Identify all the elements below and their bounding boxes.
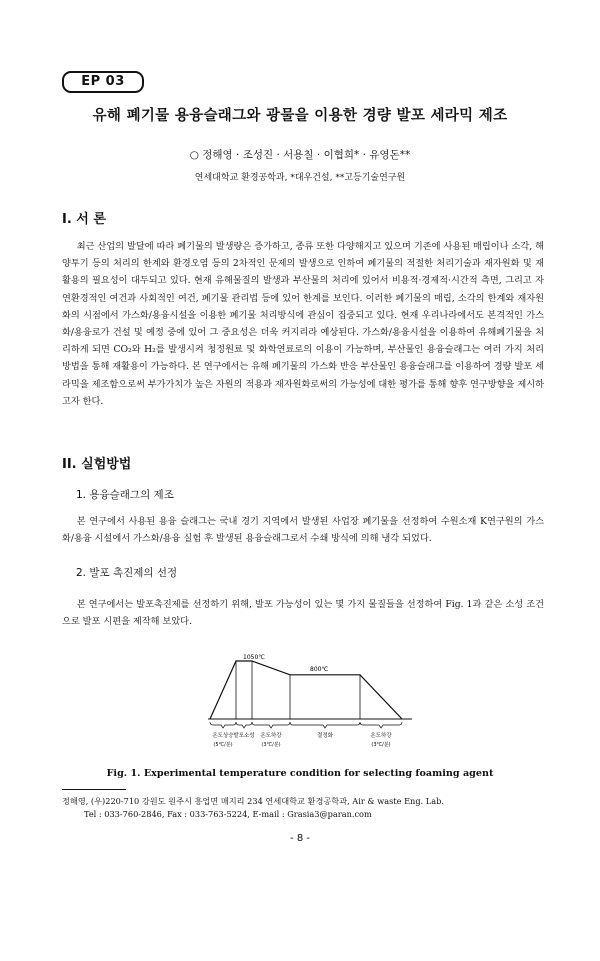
stage-brace (360, 722, 402, 728)
stage-rate-label: (5℃/분) (213, 742, 233, 748)
stage-label: 온도상승 (212, 733, 234, 739)
intro-heading: I. 서 론 (62, 212, 106, 227)
peak-temp-label: 1050℃ (243, 654, 266, 661)
stage-label: 결정화 (317, 733, 333, 739)
footnote-rule (62, 789, 126, 790)
stage-label: 온도하강 (370, 733, 392, 739)
figure-caption: Fig. 1. Experimental temperature condition for selecting foaming agent (106, 768, 494, 779)
intro-paragraph (62, 238, 544, 410)
stage-brace (236, 722, 252, 728)
plateau-temp-label: 800℃ (310, 666, 329, 673)
method-heading: II. 실험방법 (62, 457, 132, 472)
stage-rate-label: (3℃/분) (371, 742, 391, 748)
stage-label: 온도하강 (260, 733, 282, 739)
paper-title: 유해 폐기물 용융슬래그와 광물을 이용한 경량 발포 세라믹 제조 (92, 108, 508, 124)
footnote (62, 795, 562, 821)
temperature-profile-figure (190, 645, 420, 755)
affiliation: 연세대학교 환경공학과, *대우건설, **고등기술연구원 (194, 173, 406, 183)
temperature-drop-lines (236, 661, 360, 719)
page-number: - 8 - (290, 833, 310, 844)
subsection-1-paragraph (62, 513, 544, 547)
stage-brace (290, 722, 360, 728)
footnote-contact: Tel : 033-760-2846, Fax : 033-763-5224, E-mail : Grasia3@paran.com (84, 809, 372, 819)
stage-rate-label: (3℃/분) (261, 742, 281, 748)
stage-label: 발포소성 (233, 733, 255, 739)
subsection-1-heading: 1. 용융슬래그의 제조 (76, 489, 174, 501)
subsection-1-text: 본 연구에서 사용된 용융 슬래그는 국내 경기 지역에서 발생된 사업장 폐기물을 선정하여 수원소재 K연구원의 가스화/용융 시설에서 가스화/용융 실험 후 발생된 용융슬래그로서 수쇄 방식에 의해 냉각 되었다. (62, 516, 544, 545)
intro-text: 최근 산업의 발달에 따라 폐기물의 발생량은 증가하고, 종류 또한 다양해지고 있으며 기존에 사용된 매립이나 소각, 해양투기 등의 처리의 한계와 환경오염 등의 2차적인 문제의 발생으로 인하여 폐기물의 적절한 처리기술과 재자원화 및 재활용의 필요성이 대두되고 있다. 현재 유해물질의 발생과 부산물의 처리에 있어서 비용적·경제적·시간적 측면, 그리고 자연환경적인 여건과 사회적인 여건, 폐기물 관리법 등에 있어 한계를 보인다. 이러한 폐기물의 매립, 소각의 한계와 재자원화의 시점에서 가스화/용융시설을 이용한 폐기물 처리방식에 관심이 집중되고 있다. 현재 우리나라에서도 본격적인 가스화/용융로가 건설 및 예정 중에 있어 그 중요성은 더욱 커지리라 예상된다. 가스화/용융시설을 이용하여 유해폐기물을 처리하게 되면 CO₂와 H₂를 발생시켜 청정원료 및 화학연료로의 이용이 가능하며, 부산물인 용융슬래그는 여러 가지 처리 방법을 통해 재활용이 가능하다. 본 연구에서는 유해 폐기물의 가스화 반응 부산물인 용융슬래그를 이용하여 경량 발포 세라믹을 제조함으로써 부가가치가 높은 자원의 적용과 재자원화로써의 가능성에 대한 평가를 통해 향후 연구방향을 제시하고자 한다. (62, 241, 544, 407)
subsection-2-paragraph (62, 596, 544, 630)
subsection-2-text: 본 연구에서는 발포촉진제를 선정하기 위해, 발포 가능성이 있는 몇 가지 물질들을 선정하여 Fig. 1과 같은 소성 조건으로 발포 시편을 제작해 보았다. (62, 599, 544, 628)
authors: ○ 정해영 · 조성진 · 서용칠 · 이협희* · 유영돈** (189, 149, 411, 161)
stage-labels (212, 731, 392, 748)
stage-braces (210, 722, 402, 728)
temperature-profile-line (210, 661, 402, 719)
section-tag: EP 03 (62, 71, 144, 93)
stage-brace (252, 722, 290, 728)
footnote-address: 정해영, (우)220-710 강원도 원주시 흥업면 매지리 234 연세대학교 환경공학과, Air & waste Eng. Lab. (62, 796, 444, 806)
subsection-2-heading: 2. 발포 촉진제의 선정 (76, 567, 178, 579)
stage-brace (210, 722, 236, 728)
